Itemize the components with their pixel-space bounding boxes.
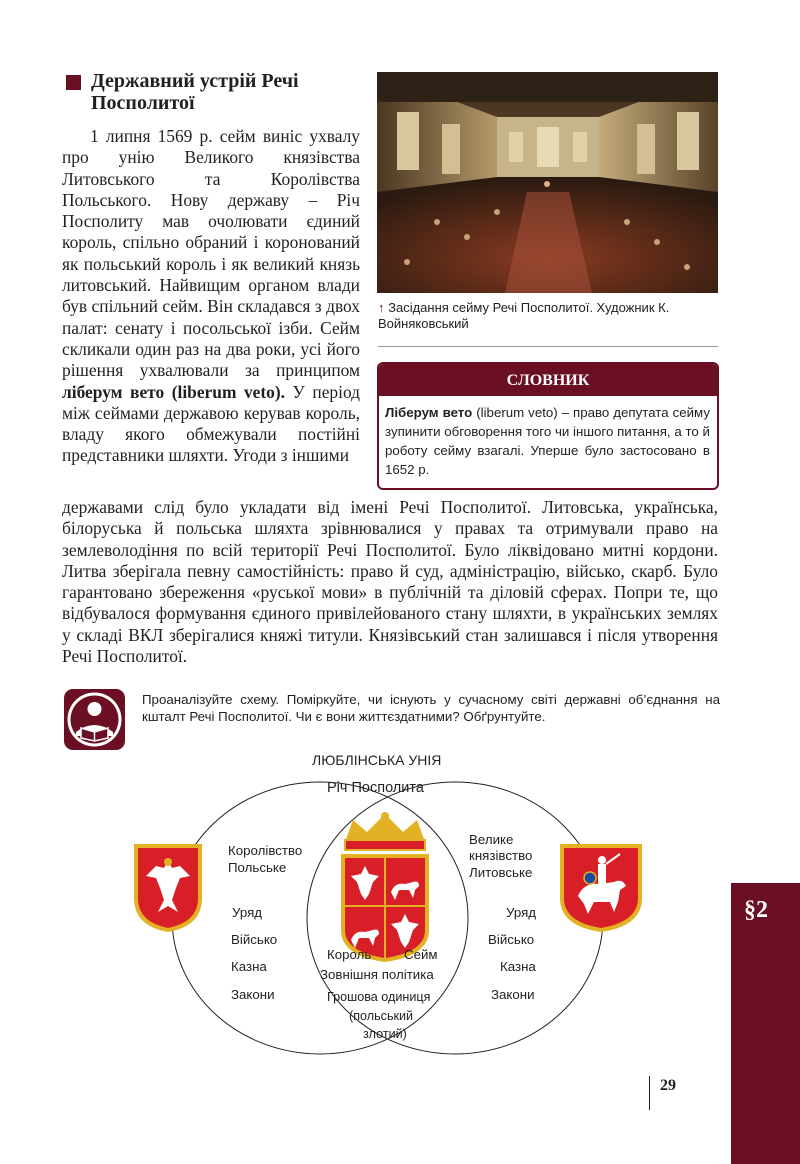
glossary-term: Ліберум вето [385, 405, 473, 420]
lithuania-item: Закони [491, 987, 535, 1002]
poland-name-line1: Королівство [228, 843, 303, 858]
section-title: Державний устрій Речі Посполитої [91, 70, 299, 114]
common-currency: Грошова одиниця [327, 990, 431, 1004]
diagram-title: ЛЮБЛІНСЬКА УНІЯ [312, 752, 442, 768]
poland-item: Закони [231, 987, 275, 1002]
poland-name-line2: Польське [228, 860, 287, 875]
sejm-painting [377, 72, 718, 293]
lithuania-name-line3: Литовське [469, 865, 533, 880]
poland-item: Уряд [232, 905, 263, 920]
common-zloty-line1: (польський [349, 1009, 414, 1023]
lublin-union-diagram [0, 740, 800, 1070]
lithuania-item: Уряд [506, 905, 537, 920]
glossary-definition: (liberum veto) – право депутата сейму зупинити обговорення того чи іншого питання, а то й роботу сейму взагалі. Уперше було застосовано в 1652 р. [385, 405, 710, 477]
section-mark: §2 [744, 897, 768, 923]
common-zloty-line2: злотий) [363, 1027, 407, 1041]
glossary-box [377, 362, 719, 490]
poland-item: Казна [231, 959, 267, 974]
union-name: Річ Посполита [327, 780, 424, 796]
common-king: Король [327, 947, 372, 962]
poland-item: Військо [231, 932, 278, 947]
page-number: 29 [660, 1077, 676, 1094]
caption-text: Засідання сейму Речі Посполитої. Художник К. Войняковський [378, 300, 670, 331]
commonwealth-coat-of-arms-icon [333, 810, 437, 966]
paragraph-2: державами слід було укладати від імені Речі Посполитої. Литовська, українська, білоруська й польська шляхта зрівнювалися у правах та отримували право на землеволодіння по всій території Речі Посполитої. Було ліквідовано митні кордони. Литва зберігала певну самостійність: право й суд, адміністрацію, військо, скарб. Було гарантовано збереження «руської мови» в публічній та діловій сферах. Попри те, що відбувалося формування єдиного привілейованого стану шляхти, в українських землях у складі ВКЛ зберігалися княжі титули. Князівський стан залишався і після утворення Речі Посполитої. [62, 497, 718, 667]
glossary-heading: СЛОВНИК [379, 364, 717, 396]
common-sejm: Сейм [404, 947, 438, 962]
paragraph-1 [62, 126, 360, 467]
caption-divider [378, 346, 718, 347]
lithuania-item: Казна [500, 959, 536, 974]
lithuania-name-line2: князівство [469, 848, 533, 863]
lithuanian-coat-of-arms-icon [556, 838, 646, 934]
paragraph-1-term: ліберум вето (liberum veto). [62, 381, 286, 402]
polish-coat-of-arms-icon [130, 838, 206, 934]
common-foreign-policy: Зовнішня політика [320, 967, 434, 982]
lithuania-item: Військо [488, 932, 535, 947]
glossary-text [385, 403, 710, 479]
paragraph-1-text-a: 1 липня 1569 р. сейм виніс ухвалу про унію Великого князівства Литовського та Королівства Польського. Нову державу – Річ Посполиту мав очолювати єдиний король, спільно обраний і коронований як польський король і як великий князь литовський. Найвищим органом влади був спільний сейм. Він складався з двох палат: сенату і посольської ізби. Сейм скликали один раз на два роки, усі його рішення ухвалювали за принципом [62, 126, 360, 381]
paragraph-1-text-b: У період між сеймами державою керував король, владу якого обмежували постійні представники шляхти. Угоди з іншими [62, 381, 360, 466]
task-text: Проаналізуйте схему. Поміркуйте, чи існують у сучасному світі державні об’єднання на кшталт Речі Посполитої. Чи є вони життєздатними? Обґрунтуйте. [142, 692, 720, 724]
heading-square-bullet [66, 75, 81, 90]
painting-caption [378, 300, 723, 332]
page-number-divider [649, 1076, 650, 1110]
caption-arrow-icon: ↑ [378, 300, 385, 315]
section-heading [66, 70, 366, 114]
lithuania-name-line1: Велике [469, 832, 514, 847]
